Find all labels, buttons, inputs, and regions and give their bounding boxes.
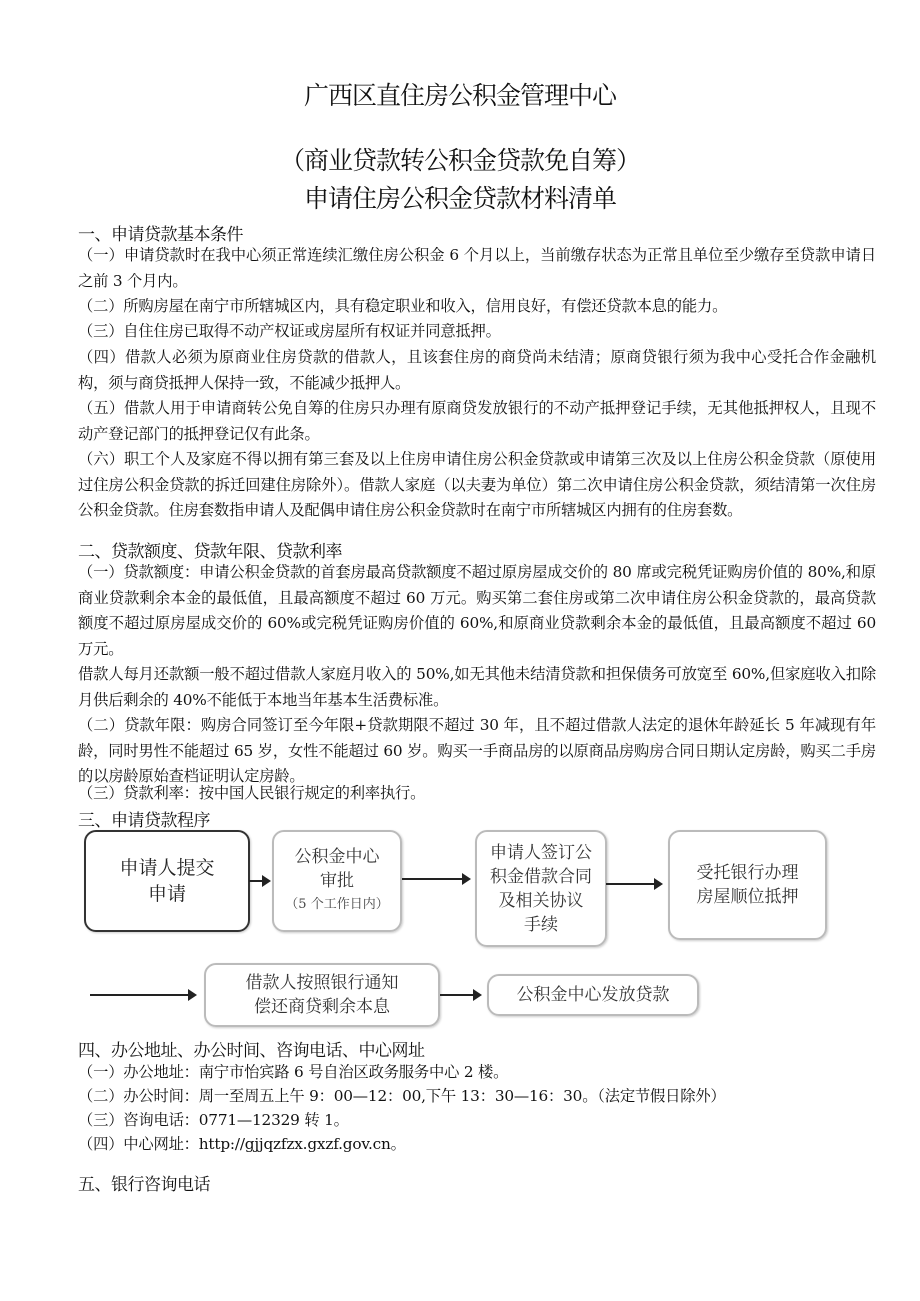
- office-address: （一）办公地址：南宁市怡宾路 6 号自治区政务服务中心 2 楼。: [78, 1063, 509, 1081]
- step-text: 手续: [524, 914, 558, 935]
- step-text: 公积金中心发放贷款: [516, 985, 670, 1005]
- arrow-icon: [440, 994, 480, 996]
- s1-item-3: （三）自住住房已取得不动产权证或房屋所有权证并同意抵押。: [78, 322, 501, 340]
- step-text: 房屋顺位抵押: [696, 887, 799, 907]
- consult-phone: （三）咨询电话：0771—12329 转 1。: [78, 1111, 349, 1129]
- s1-item-2: （二）所购房屋在南宁市所辖城区内，具有稳定职业和收入，信用良好，有偿还贷款本息的能力。: [78, 297, 728, 315]
- step-text: 受托银行办理: [696, 863, 799, 883]
- section-2-heading: 二、贷款额度、贷款年限、贷款利率: [78, 542, 342, 562]
- step-text: 审批: [320, 871, 354, 891]
- arrow-icon: [606, 883, 661, 885]
- step-text: 公积金中心: [294, 847, 380, 867]
- step-sign-contract: [475, 830, 607, 947]
- step-disburse-loan: [487, 974, 699, 1016]
- section-5-heading: 五、银行咨询电话: [78, 1175, 210, 1195]
- step-text: 借款人按照银行通知: [245, 973, 399, 993]
- doc-title: 广西区直住房公积金管理中心: [303, 81, 616, 110]
- s2-item-4: （三）贷款利率：按中国人民银行规定的利率执行。: [78, 784, 426, 802]
- step-bank-mortgage: [668, 830, 827, 940]
- step-submit-application: [84, 830, 250, 932]
- section-3-heading: 三、申请贷款程序: [78, 811, 210, 831]
- s1-item-1: （一）申请贷款时在我中心须正常连续汇缴住房公积金 6 个月以上，当前缴存状态为正常且单位至少缴存至贷款申请日之前 3 个月内。: [78, 246, 876, 290]
- section-4-heading: 四、办公地址、办公时间、咨询电话、中心网址: [78, 1041, 425, 1061]
- step-text: 及相关协议: [498, 890, 584, 911]
- step-text: 偿还商贷剩余本息: [254, 997, 390, 1017]
- doc-subtitle: （商业贷款转公积金贷款免自筹）: [279, 146, 640, 175]
- step-note: （5 个工作日内）: [285, 897, 389, 912]
- step-text: 申请: [147, 883, 186, 905]
- step-text: 申请人签订公: [490, 842, 592, 863]
- arrow-icon: [90, 994, 195, 996]
- section-1-heading: 一、申请贷款基本条件: [78, 225, 243, 245]
- s2-item-3: （二）贷款年限：购房合同签订至今年限+贷款期限不超过 30 年，且不超过借款人法定的退休年龄延长 5 年减现有年龄，同时男性不能超过 65 岁，女性不能超过 60 岁。购买一手商品房的以原商品房购房合同日期认定房龄，购买二手房的以房龄原始查档证明认定房龄。: [78, 716, 876, 785]
- doc-title-list: 申请住房公积金贷款材料清单: [303, 184, 616, 213]
- office-hours: （二）办公时间：周一至周五上午 9：00—12：00,下午 13：30—16：30。（法定节假日除外）: [78, 1087, 726, 1105]
- step-text: 申请人提交: [119, 857, 215, 879]
- s2-item-1: （一）贷款额度：申请公积金贷款的首套房最高贷款额度不超过原房屋成交价的 80 席或完税凭证购房价值的 80%,和原商业贷款剩余本金的最低值，且最高额度不超过 60 万元。购买第二套住房或第二次申请住房公积金贷款的，最高贷款额度不超过原房屋成交价的 60%或完税凭证购房价值的 60%,和原商业贷款剩余本金的最低值，且最高额度不超过 60 万元。: [78, 563, 876, 658]
- step-text: 积金借款合同: [490, 866, 592, 887]
- arrow-icon: [249, 880, 269, 882]
- s1-item-5: （五）借款人用于申请商转公免自筹的住房只办理有原商贷发放银行的不动产抵押登记手续，无其他抵押权人，且现不动产登记部门的抵押登记仅有此条。: [78, 399, 876, 443]
- step-repay-commercial-loan: [204, 963, 440, 1027]
- s2-item-2: 借款人每月还款额一般不超过借款人家庭月收入的 50%,如无其他未结清贷款和担保债务可放宽至 60%,但家庭收入扣除月供后剩余的 40%不能低于本地当年基本生活费标准。: [78, 665, 876, 709]
- step-center-approval: [272, 830, 402, 932]
- website-link[interactable]: （四）中心网址：http://gjjqzfzx.gxzf.gov.cn。: [78, 1135, 406, 1153]
- arrow-icon: [402, 878, 469, 880]
- s1-item-6: （六）职工个人及家庭不得以拥有第三套及以上住房申请住房公积金贷款或申请第三次及以上住房公积金贷款（原使用过住房公积金贷款的拆迁回建住房除外）。借款人家庭（以夫妻为单位）第二次申请住房公积金贷款，须结清第一次住房公积金贷款。住房套数指申请人及配偶申请住房公积金贷款时在南宁市所辖城区内拥有的住房套数。: [78, 450, 876, 519]
- s1-item-4: （四）借款人必须为原商业住房贷款的借款人，且该套住房的商贷尚未结清；原商贷银行须为我中心受托合作金融机构，须与商贷抵押人保持一致，不能减少抵押人。: [78, 348, 876, 392]
